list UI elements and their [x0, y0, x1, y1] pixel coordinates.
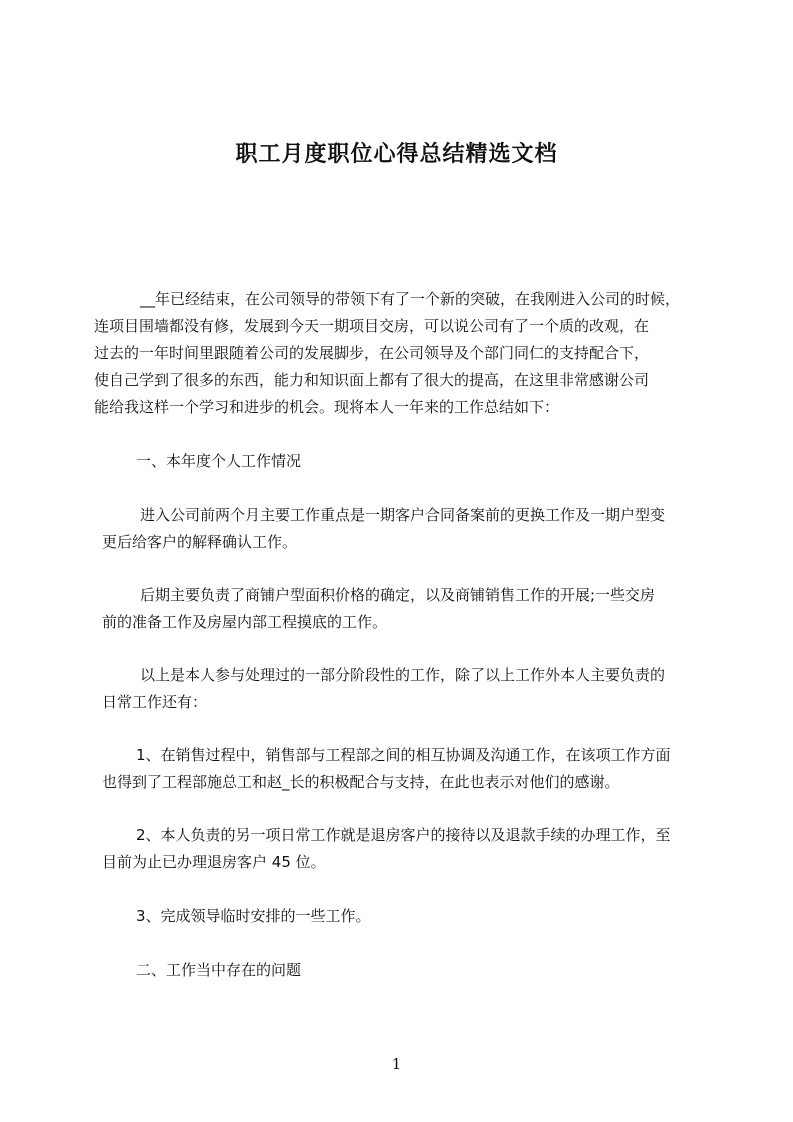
section-1-paragraph-3-line-1: 以上是本人参与处理过的一部分阶段性的工作，除了以上工作外本人主要负责的: [140, 666, 666, 684]
intro-line-1: __年已经结束，在公司领导的带领下有了一个新的突破，在我刚进入公司的时候，: [140, 290, 681, 308]
section-1-paragraph-3-line-2: 日常工作还有：: [102, 693, 208, 711]
section-1-paragraph-1-line-2: 更后给客户的解释确认工作。: [102, 533, 298, 551]
list-item-2-line-1: 2、本人负责的另一项日常工作就是退房客户的接待以及退款手续的办理工作，至: [136, 826, 671, 844]
section-1-paragraph-1-line-1: 进入公司前两个月主要工作重点是一期客户合同备案前的更换工作及一期户型变: [140, 506, 666, 524]
section-1-paragraph-2-line-1: 后期主要负责了商铺户型面积价格的确定，以及商铺销售工作的开展;一些交房: [140, 586, 656, 604]
intro-line-2: 连项目围墙都没有修，发展到今天一期项目交房，可以说公司有了一个质的改观，在: [94, 317, 650, 335]
intro-line-3: 过去的一年时间里跟随着公司的发展脚步，在公司领导及个部门同仁的支持配合下，: [94, 344, 650, 362]
intro-line-4: 使自己学到了很多的东西，能力和知识面上都有了很大的提高，在这里非常感谢公司: [94, 371, 650, 389]
intro-line-5: 能给我这样一个学习和进步的机会。现将本人一年来的工作总结如下：: [94, 398, 560, 416]
section-1-paragraph-2-line-2: 前的准备工作及房屋内部工程摸底的工作。: [102, 613, 388, 631]
page-number: 1: [391, 1055, 402, 1073]
list-item-1-line-1: 1、在销售过程中，销售部与工程部之间的相互协调及沟通工作，在该项工作方面: [136, 746, 671, 764]
list-item-2-line-2: 目前为止已办理退房客户 45 位。: [102, 853, 326, 871]
list-item-1-line-2: 也得到了工程部施总工和赵_长的积极配合与支持，在此也表示对他们的感谢。: [102, 773, 620, 791]
section-1-heading: 一、本年度个人工作情况: [136, 452, 302, 470]
document-title: 职工月度职位心得总结精选文档: [235, 142, 558, 167]
section-2-heading: 二、工作当中存在的问题: [136, 961, 302, 979]
list-item-3: 3、完成领导临时安排的一些工作。: [136, 907, 371, 925]
